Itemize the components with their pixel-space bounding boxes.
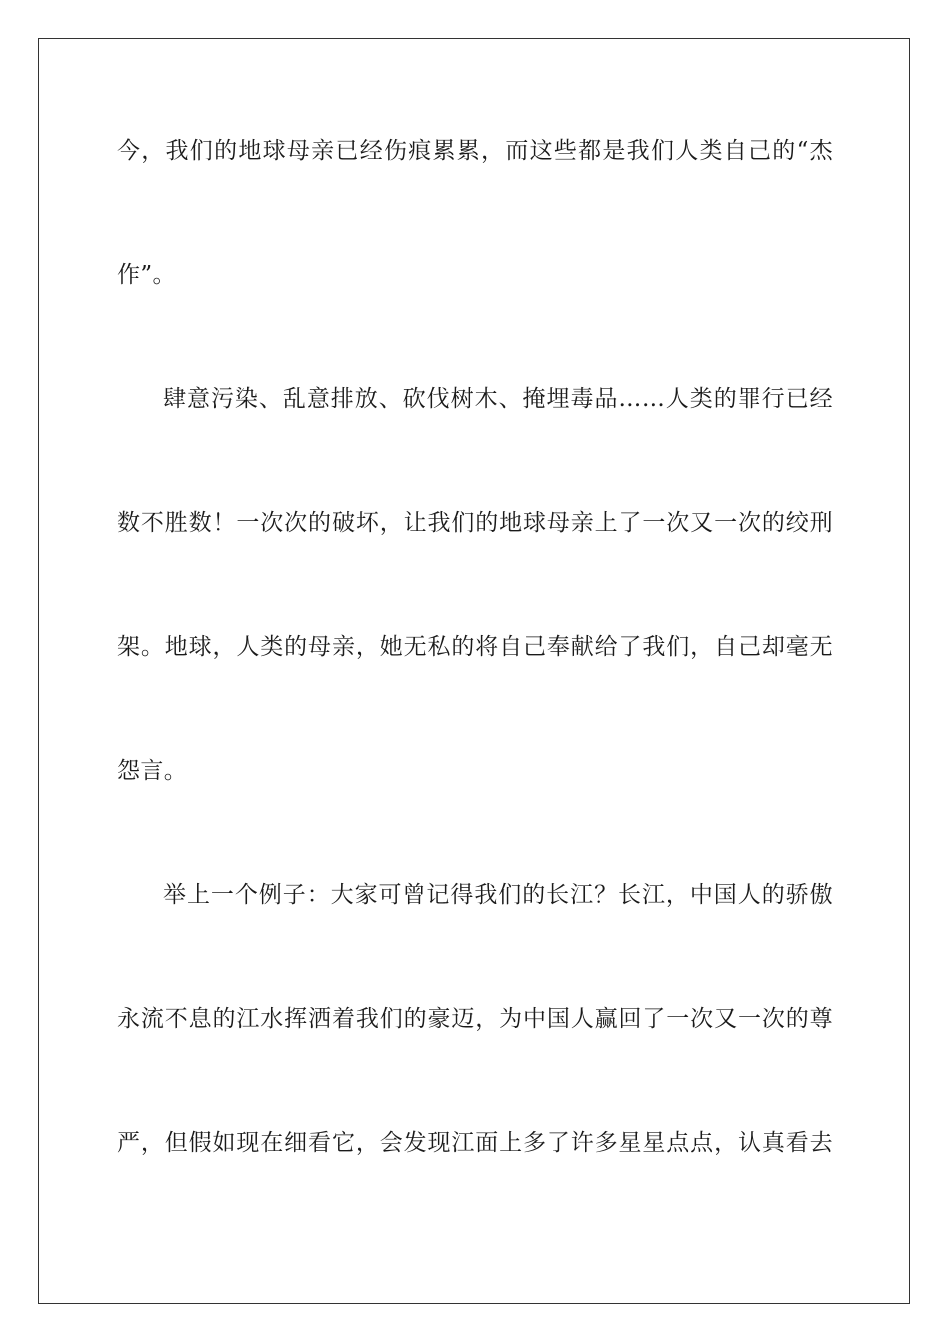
text-line: 数不胜数！一次次的破坏，让我们的地球母亲上了一次又一次的绞刑: [117, 510, 833, 536]
text-line: 今，我们的地球母亲已经伤痕累累，而这些都是我们人类自己的“杰: [117, 138, 833, 164]
text-line: 怨言。: [117, 758, 188, 784]
text-line: 永流不息的江水挥洒着我们的豪迈，为中国人赢回了一次又一次的尊: [117, 1006, 833, 1032]
text-line: 肆意污染、乱意排放、砍伐树木、掩埋毒品……人类的罪行已经: [163, 386, 833, 412]
text-line: 作”。: [117, 262, 176, 288]
text-line: 架。地球，人类的母亲，她无私的将自己奉献给了我们，自己却毫无: [117, 634, 833, 660]
text-line: 举上一个例子：大家可曾记得我们的长江？长江，中国人的骄傲: [163, 882, 833, 908]
page-border: [38, 38, 910, 1304]
text-line: 严，但假如现在细看它，会发现江面上多了许多星星点点，认真看去: [117, 1130, 833, 1156]
